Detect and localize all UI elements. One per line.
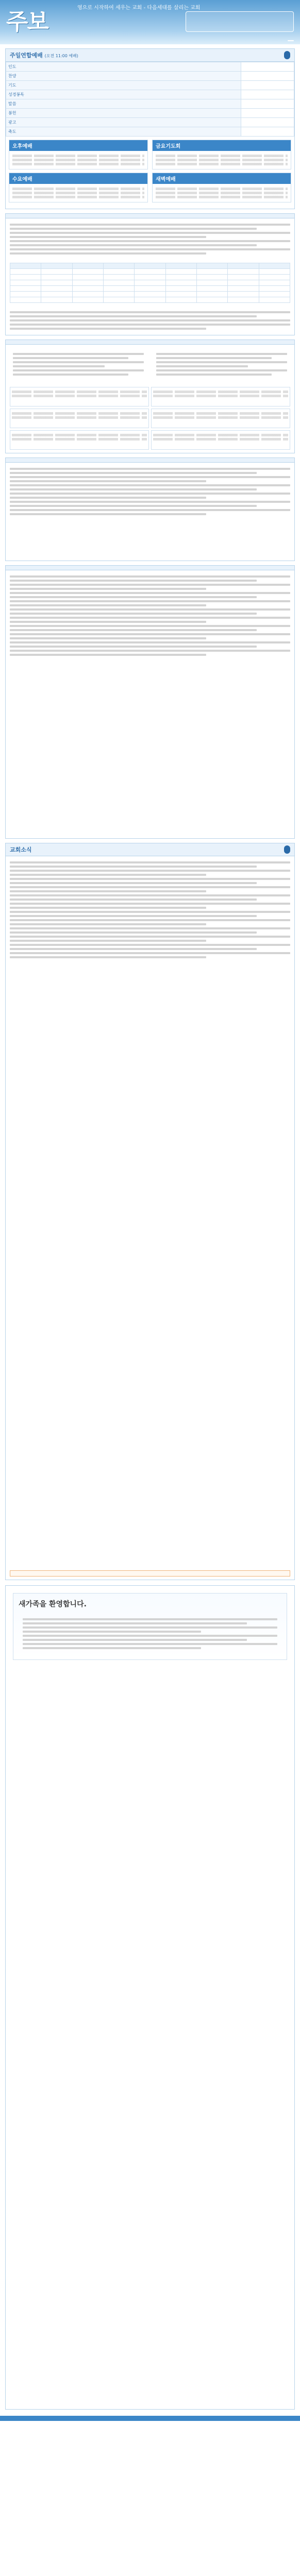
schedule-cell bbox=[104, 280, 134, 285]
schedule-cell bbox=[73, 263, 103, 268]
schedule-cell bbox=[135, 280, 165, 285]
schedule-cell bbox=[197, 286, 227, 291]
schedule-cell bbox=[135, 263, 165, 268]
schedule-cell bbox=[104, 263, 134, 268]
schedule-cell bbox=[73, 297, 103, 302]
worship-row bbox=[6, 81, 294, 90]
schedule-cell bbox=[166, 269, 196, 274]
worship-row-label: 축도 bbox=[6, 127, 241, 137]
worship-row-label: 찬양 bbox=[6, 72, 241, 81]
schedule-cell bbox=[73, 280, 103, 285]
schedule-cell bbox=[10, 275, 41, 280]
worship-row-label: 인도 bbox=[6, 62, 241, 72]
side-box-title: 오후예배 bbox=[12, 144, 32, 149]
schedule-cell bbox=[259, 297, 290, 302]
worship-badge bbox=[284, 51, 290, 59]
schedule-cell bbox=[135, 275, 165, 280]
bulletin-date bbox=[288, 40, 294, 41]
schedule-cell bbox=[259, 275, 290, 280]
schedule-cell bbox=[41, 286, 72, 291]
worship-row-label: 말씀 bbox=[6, 99, 241, 109]
schedule-cell bbox=[197, 269, 227, 274]
worship-order-table bbox=[6, 62, 294, 137]
side-box bbox=[9, 140, 148, 170]
bulletin-header bbox=[0, 0, 300, 44]
schedule-cell bbox=[104, 275, 134, 280]
schedule-cell bbox=[228, 280, 258, 285]
worship-row-value bbox=[241, 127, 294, 137]
worship-row-value bbox=[241, 72, 294, 81]
worship-row bbox=[6, 72, 294, 81]
schedule-cell bbox=[197, 263, 227, 268]
welcome-section bbox=[5, 1585, 295, 2410]
schedule-grid bbox=[10, 263, 290, 303]
church-motto: 영으로 시작하여 세우는 교회 - 다음세대를 살리는 교회 bbox=[77, 5, 201, 11]
schedule-cell bbox=[259, 263, 290, 268]
church-name bbox=[186, 11, 294, 32]
offering-section bbox=[5, 340, 295, 453]
worship-row-value bbox=[241, 109, 294, 118]
schedule-cell bbox=[10, 297, 41, 302]
offering-list-cell bbox=[10, 430, 149, 450]
schedule-cell bbox=[228, 292, 258, 297]
worship-row-value bbox=[241, 81, 294, 90]
schedule-cell bbox=[73, 286, 103, 291]
offering-list-cell bbox=[151, 409, 290, 428]
worship-order-title: 주일연합예배 (오전 11:00 예배) bbox=[6, 49, 294, 62]
schedule-cell bbox=[135, 292, 165, 297]
schedule-cell bbox=[228, 269, 258, 274]
offering-list-cell bbox=[10, 409, 149, 428]
worship-row bbox=[6, 62, 294, 72]
worship-row-value bbox=[241, 118, 294, 127]
schedule-cell bbox=[166, 292, 196, 297]
news-section bbox=[5, 457, 295, 561]
offering-list-cell bbox=[151, 387, 290, 406]
schedule-cell bbox=[166, 280, 196, 285]
prayer-section bbox=[5, 565, 295, 839]
offering-list-cell bbox=[151, 430, 290, 450]
worship-row bbox=[6, 109, 294, 118]
worship-row-label: 봉헌 bbox=[6, 109, 241, 118]
worship-row-value bbox=[241, 62, 294, 72]
schedule-cell bbox=[166, 275, 196, 280]
side-box-title: 금요기도회 bbox=[156, 144, 181, 149]
schedule-cell bbox=[10, 280, 41, 285]
side-box bbox=[152, 140, 291, 170]
worship-order-section bbox=[5, 48, 295, 209]
schedule-cell bbox=[259, 280, 290, 285]
schedule-cell bbox=[228, 275, 258, 280]
schedule-cell bbox=[259, 269, 290, 274]
schedule-cell bbox=[73, 269, 103, 274]
schedule-cell bbox=[41, 275, 72, 280]
worship-row-value bbox=[241, 90, 294, 99]
bulletin-logo: 주보 bbox=[6, 9, 48, 35]
schedule-cell bbox=[166, 263, 196, 268]
schedule-cell bbox=[197, 292, 227, 297]
schedule-cell bbox=[197, 275, 227, 280]
schedule-cell bbox=[228, 263, 258, 268]
schedule-cell bbox=[259, 286, 290, 291]
side-box-title: 새벽예배 bbox=[156, 177, 176, 182]
worship-row bbox=[6, 127, 294, 137]
highlight-notice bbox=[10, 1570, 290, 1577]
schedule-cell bbox=[41, 269, 72, 274]
schedule-cell bbox=[104, 269, 134, 274]
worship-row-label: 광고 bbox=[6, 118, 241, 127]
schedule-cell bbox=[10, 286, 41, 291]
schedule-cell bbox=[41, 263, 72, 268]
schedule-cell bbox=[10, 292, 41, 297]
schedule-cell bbox=[197, 297, 227, 302]
side-box-title: 수요예배 bbox=[12, 177, 32, 182]
schedule-cell bbox=[228, 297, 258, 302]
schedule-cell bbox=[259, 292, 290, 297]
schedule-cell bbox=[104, 286, 134, 291]
schedule-cell bbox=[135, 286, 165, 291]
schedule-cell bbox=[166, 297, 196, 302]
schedule-cell bbox=[10, 269, 41, 274]
monthly-schedule-section bbox=[5, 213, 295, 335]
schedule-cell bbox=[197, 280, 227, 285]
schedule-cell bbox=[228, 286, 258, 291]
side-boxes bbox=[6, 137, 294, 209]
worship-row-label: 기도 bbox=[6, 81, 241, 90]
offering-list-cell bbox=[10, 387, 149, 406]
schedule-cell bbox=[104, 297, 134, 302]
schedule-cell bbox=[135, 297, 165, 302]
side-box bbox=[152, 173, 291, 202]
schedule-cell bbox=[10, 263, 41, 268]
worship-row-label: 성경봉독 bbox=[6, 90, 241, 99]
schedule-cell bbox=[104, 292, 134, 297]
worship-row-value bbox=[241, 99, 294, 109]
worship-row bbox=[6, 118, 294, 127]
schedule-cell bbox=[41, 297, 72, 302]
worship-row bbox=[6, 90, 294, 99]
schedule-cell bbox=[41, 292, 72, 297]
welcome-title: 새가족을 환영합니다. bbox=[19, 1600, 87, 1608]
schedule-cell bbox=[135, 269, 165, 274]
bottom-bar bbox=[0, 2416, 300, 2421]
schedule-cell bbox=[73, 275, 103, 280]
schedule-cell bbox=[41, 280, 72, 285]
schedule-cell bbox=[166, 286, 196, 291]
schedule-cell bbox=[73, 292, 103, 297]
schedule-title bbox=[6, 214, 294, 218]
worship-row bbox=[6, 99, 294, 109]
church-news-section: 교회소식 bbox=[5, 843, 295, 1580]
side-box bbox=[9, 173, 148, 202]
